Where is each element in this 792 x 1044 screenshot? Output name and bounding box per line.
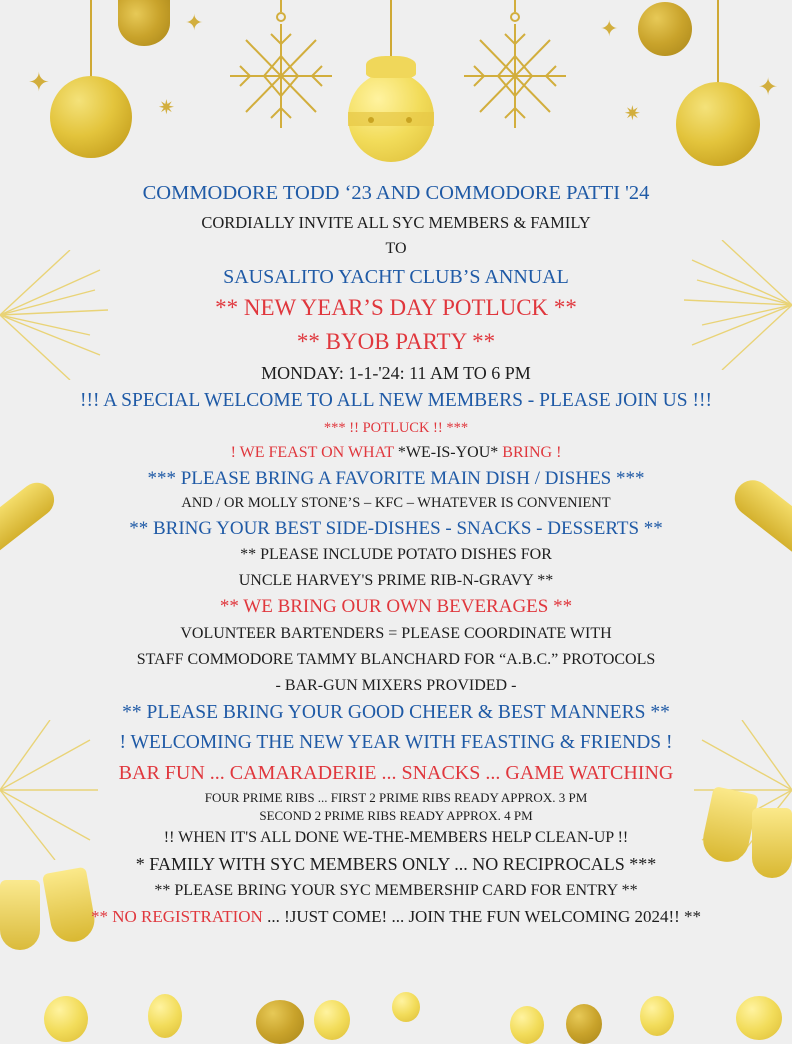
welcome-line: !!! A SPECIAL WELCOME TO ALL NEW MEMBERS - PLEASE JOIN US !!! xyxy=(80,390,712,411)
confetti-dot-icon xyxy=(256,1000,304,1044)
confetti-dot-icon xyxy=(314,1000,350,1040)
prime-ribs-first-line: FOUR PRIME RIBS ... FIRST 2 PRIME RIBS READY APPROX. 3 PM xyxy=(204,789,588,805)
feast-line xyxy=(0,445,792,461)
hosts-line: COMMODORE TODD ‘23 AND COMMODORE PATTI '24 xyxy=(142,182,650,204)
event-subtitle: ** BYOB PARTY ** xyxy=(296,329,496,354)
we-is-you-text: *WE-IS-YOU* xyxy=(397,444,499,461)
date-time: MONDAY: 1-1-'24: 11 AM TO 6 PM xyxy=(261,363,531,383)
ornament-string xyxy=(90,0,92,78)
snowflake-icon xyxy=(460,0,570,130)
main-dish-line: *** PLEASE BRING A FAVORITE MAIN DISH / DISHES *** xyxy=(147,468,645,489)
sparkle-icon: ✷ xyxy=(624,103,641,125)
gold-ornament-ball-icon xyxy=(676,82,760,166)
welcoming-line: ! WELCOMING THE NEW YEAR WITH FEASTING & FRIENDS ! xyxy=(119,732,673,753)
prime-rib-line: UNCLE HARVEY'S PRIME RIB-N-GRAVY ** xyxy=(238,571,554,589)
ornament-string xyxy=(717,0,719,84)
gold-ornament-ball-icon xyxy=(50,76,132,158)
confetti-dot-icon xyxy=(148,994,182,1038)
feast-text: ! WE FEAST ON WHAT xyxy=(230,444,398,461)
beverages-line: ** WE BRING OUR OWN BEVERAGES ** xyxy=(219,595,573,617)
clean-up-line: !! WHEN IT'S ALL DONE WE-THE-MEMBERS HELP CLEAN-UP !! xyxy=(163,828,629,846)
sparkle-icon: ✦ xyxy=(600,16,619,41)
membership-card-line: ** PLEASE BRING YOUR SYC MEMBERSHIP CARD FOR ENTRY ** xyxy=(154,881,638,899)
no-registration-line xyxy=(0,908,792,925)
bartenders-line: VOLUNTEER BARTENDERS = PLEASE COORDINATE WITH xyxy=(180,624,612,642)
sparkle-icon: ✦ xyxy=(185,10,204,35)
abc-protocols-line: STAFF COMMODORE TAMMY BLANCHARD FOR “A.B.C.” PROTOCOLS xyxy=(136,650,656,668)
sparkle-icon: ✷ xyxy=(158,97,175,119)
confetti-dot-icon xyxy=(736,996,782,1040)
bring-text: BRING ! xyxy=(498,444,562,461)
bauble-bow-icon xyxy=(366,56,416,78)
gold-ornament-ball-icon xyxy=(638,2,692,56)
invite-line: CORDIALLY INVITE ALL SYC MEMBERS & FAMILY xyxy=(201,212,591,232)
confetti-dot-icon xyxy=(44,996,88,1042)
christmas-bauble-icon xyxy=(348,72,434,162)
side-dishes-line: ** BRING YOUR BEST SIDE-DISHES - SNACKS - DESSERTS ** xyxy=(129,517,663,539)
potato-line: ** PLEASE INCLUDE POTATO DISHES FOR xyxy=(240,545,552,563)
snowflake-icon xyxy=(226,0,336,130)
flyer-text xyxy=(0,183,792,925)
gold-ornament-ball-icon xyxy=(118,0,170,46)
sparkle-icon: ✦ xyxy=(28,68,50,97)
prime-ribs-second-line: SECOND 2 PRIME RIBS READY APPROX. 4 PM xyxy=(259,807,533,823)
confetti-dot-icon xyxy=(510,1006,544,1044)
no-registration-text: ** NO REGISTRATION xyxy=(90,906,263,926)
bar-fun-line: BAR FUN ... CAMARADERIE ... SNACKS ... GAME WATCHING xyxy=(118,761,674,784)
confetti-dot-icon xyxy=(566,1004,602,1044)
just-come-text: ... !JUST COME! ... JOIN THE FUN WELCOMING 2024!! ** xyxy=(262,906,702,926)
sparkle-icon: ✦ xyxy=(758,75,779,101)
to-line: TO xyxy=(385,240,407,257)
potluck-line: *** !! POTLUCK !! *** xyxy=(323,419,469,436)
bottom-confetti xyxy=(0,990,792,1024)
confetti-dot-icon xyxy=(640,996,674,1036)
club-line: SAUSALITO YACHT CLUB’S ANNUAL xyxy=(223,266,569,288)
ornament-string xyxy=(390,0,392,60)
family-only-line: * FAMILY WITH SYC MEMBERS ONLY ... NO RECIPROCALS *** xyxy=(135,853,657,874)
top-decorations xyxy=(0,0,792,180)
alternatives-line: AND / OR MOLLY STONE’S – KFC – WHATEVER IS CONVENIENT xyxy=(181,495,611,511)
event-title: ** NEW YEAR’S DAY POTLUCK ** xyxy=(215,295,577,320)
confetti-dot-icon xyxy=(392,992,420,1022)
good-cheer-line: ** PLEASE BRING YOUR GOOD CHEER & BEST MANNERS ** xyxy=(122,701,670,723)
mixers-line: - BAR-GUN MIXERS PROVIDED - xyxy=(275,676,517,694)
